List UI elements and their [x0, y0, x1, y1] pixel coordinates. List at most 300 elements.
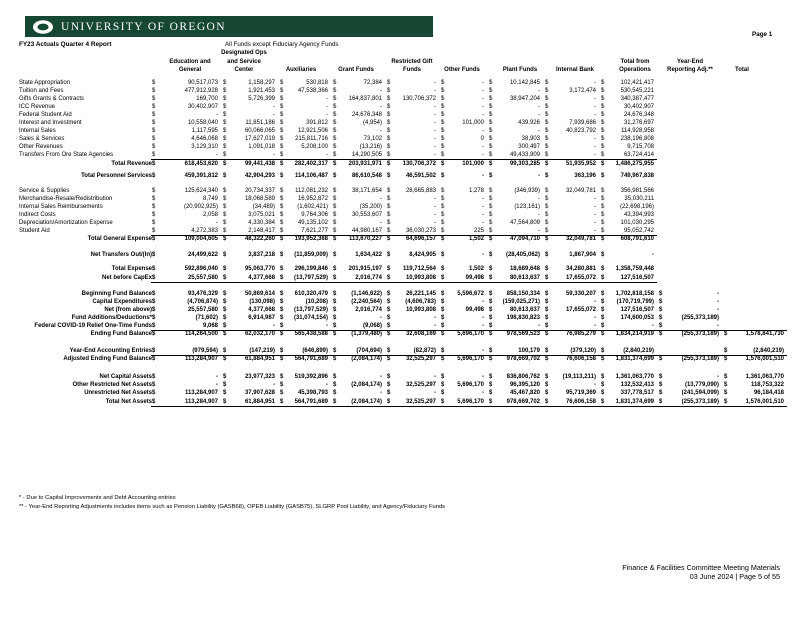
- dollar-sign: $: [223, 291, 227, 297]
- dollar-sign: $: [724, 374, 728, 380]
- dollar-sign: $: [441, 266, 445, 272]
- cell-value: (13,779,090): [684, 382, 719, 388]
- dollar-sign: $: [223, 144, 227, 150]
- dollar-sign: $: [280, 348, 284, 354]
- table-cell: [544, 79, 599, 87]
- table-cell: [222, 103, 278, 111]
- table-cell: [488, 103, 543, 111]
- table-cell: [600, 330, 657, 338]
- table-cell: [151, 355, 221, 363]
- dollar-sign: $: [545, 374, 549, 380]
- cell-value: 95,719,369: [565, 390, 596, 396]
- table-cell: [386, 211, 439, 219]
- cell-value: (2,840,219): [623, 348, 654, 354]
- cell-value: 391,812: [306, 120, 328, 126]
- table-cell: [151, 251, 221, 259]
- cell-value: 203,931,971: [348, 161, 382, 167]
- dollar-sign: $: [601, 128, 605, 134]
- table-cell: [544, 322, 599, 330]
- cell-value: -: [717, 307, 719, 313]
- table-cell: [332, 119, 385, 127]
- dollar-sign: $: [659, 315, 663, 321]
- dollar-sign: $: [441, 112, 445, 118]
- table-cell: [222, 314, 278, 322]
- cell-value: 38,171,654: [351, 188, 382, 194]
- table-cell: [151, 187, 221, 195]
- dollar-sign: $: [489, 323, 493, 329]
- cell-value: -: [538, 212, 540, 218]
- table-cell: [151, 274, 221, 282]
- dollar-sign: $: [152, 144, 156, 150]
- table-cell: [151, 314, 221, 322]
- cell-value: 101,000: [462, 161, 484, 167]
- cell-value: 60,066,065: [244, 128, 275, 134]
- cell-value: (4,606,783): [405, 299, 436, 305]
- cell-value: -: [482, 323, 484, 329]
- table-row: [0, 330, 800, 338]
- dollar-sign: $: [601, 188, 605, 194]
- dollar-sign: $: [223, 236, 227, 242]
- table-cell: [279, 103, 331, 111]
- table-cell: [440, 330, 487, 338]
- cell-value: -: [434, 220, 436, 226]
- cell-value: 76,606,158: [565, 356, 596, 362]
- table-cell: [723, 355, 787, 363]
- dollar-sign: $: [152, 323, 156, 329]
- dollar-sign: $: [724, 399, 728, 405]
- cell-value: 40,823,792: [565, 128, 596, 134]
- table-cell: [544, 373, 599, 381]
- table-cell: [332, 290, 385, 298]
- dollar-sign: $: [152, 188, 156, 194]
- cell-value: -: [434, 196, 436, 202]
- dollar-sign: $: [387, 236, 391, 242]
- row-label: Total Revenue: [111, 161, 152, 167]
- cell-value: -: [434, 204, 436, 210]
- table-cell: [488, 330, 543, 338]
- table-cell: [151, 265, 221, 273]
- table-cell: [488, 274, 543, 282]
- cell-value: 114,264,500: [184, 331, 218, 337]
- table-cell: [600, 227, 657, 235]
- dollar-sign: $: [441, 291, 445, 297]
- cell-value: (2,840,219): [753, 348, 784, 354]
- table-cell: [279, 290, 331, 298]
- table-cell: [440, 398, 487, 406]
- table-cell: [544, 172, 599, 180]
- table-cell: [723, 347, 787, 355]
- cell-value: -: [482, 196, 484, 202]
- cell-value: (255,373,189): [681, 399, 719, 405]
- dollar-sign: $: [441, 390, 445, 396]
- cell-value: -: [538, 228, 540, 234]
- row-label: Unrestricted Net Assets: [84, 390, 152, 396]
- report-scope: All Funds except Fiduciary Agency Funds: [225, 41, 339, 48]
- dollar-sign: $: [441, 374, 445, 380]
- cell-value: 90,517,073: [187, 80, 218, 86]
- cell-value: -: [434, 80, 436, 86]
- cell-value: 30,402,907: [187, 104, 218, 110]
- dollar-sign: $: [387, 348, 391, 354]
- cell-value: -: [434, 315, 436, 321]
- table-cell: [332, 195, 385, 203]
- table-row: [0, 373, 800, 381]
- dollar-sign: $: [387, 220, 391, 226]
- dollar-sign: $: [387, 96, 391, 102]
- table-cell: [600, 87, 657, 95]
- dollar-sign: $: [152, 331, 156, 337]
- table-cell: [332, 172, 385, 180]
- cell-value: 1,361,063,770: [615, 374, 654, 380]
- cell-value: (22,698,196): [619, 204, 654, 210]
- table-cell: [440, 172, 487, 180]
- cell-value: 1,278: [468, 188, 484, 194]
- cell-value: -: [380, 196, 382, 202]
- dollar-sign: $: [387, 390, 391, 396]
- cell-value: 28,665,883: [405, 188, 436, 194]
- cell-value: 61,884,951: [244, 356, 275, 362]
- dollar-sign: $: [489, 152, 493, 158]
- dollar-sign: $: [387, 315, 391, 321]
- cell-value: 10,558,040: [187, 120, 218, 126]
- cell-value: 2,058: [202, 212, 218, 218]
- cell-value: -: [380, 315, 382, 321]
- row-label: Merchandise-Resale/Redistribution: [19, 196, 113, 202]
- cell-value: 4,377,668: [248, 307, 275, 313]
- cell-value: 7,939,686: [569, 120, 596, 126]
- cell-value: -: [482, 299, 484, 305]
- cell-value: 3,172,474: [569, 88, 596, 94]
- dollar-sign: $: [545, 228, 549, 234]
- cell-value: 49,433,909: [509, 152, 540, 158]
- cell-value: 114,106,487: [294, 173, 328, 179]
- table-cell: [600, 211, 657, 219]
- footnote-year-end: ** - Year-End Reporting Adjustments includes items such as Pension Liability (GASB68), OPEB Liability (GASB75), SLGRP Pool Liability, and Agency/Fiduciary Funds: [19, 504, 446, 510]
- table-cell: [544, 398, 599, 406]
- table-cell: [544, 111, 599, 119]
- cell-value: -: [538, 112, 540, 118]
- dollar-sign: $: [545, 399, 549, 405]
- table-cell: [488, 127, 543, 135]
- dollar-sign: $: [387, 374, 391, 380]
- dollar-sign: $: [601, 399, 605, 405]
- table-cell: [544, 160, 599, 168]
- table-cell: [488, 95, 543, 103]
- cell-value: -: [538, 88, 540, 94]
- row-label: Net Capital Assets: [99, 374, 152, 380]
- dollar-sign: $: [601, 80, 605, 86]
- cell-value: 127,516,507: [620, 275, 654, 281]
- dollar-sign: $: [333, 188, 337, 194]
- dollar-sign: $: [545, 80, 549, 86]
- cell-value: 225: [473, 228, 484, 234]
- dollar-sign: $: [601, 212, 605, 218]
- dollar-sign: $: [489, 275, 493, 281]
- dollar-sign: $: [152, 88, 156, 94]
- dollar-sign: $: [333, 323, 337, 329]
- table-cell: [600, 306, 657, 314]
- cell-value: -: [434, 128, 436, 134]
- table-cell: [151, 227, 221, 235]
- table-cell: [544, 330, 599, 338]
- cell-value: 42,904,293: [244, 173, 275, 179]
- cell-value: -: [594, 144, 596, 150]
- table-cell: [279, 322, 331, 330]
- table-cell: [440, 119, 487, 127]
- dollar-sign: $: [489, 161, 493, 167]
- table-cell: [332, 306, 385, 314]
- dollar-sign: $: [441, 348, 445, 354]
- dollar-sign: $: [152, 220, 156, 226]
- dollar-sign: $: [223, 331, 227, 337]
- cell-value: 5,596,672: [457, 291, 484, 297]
- cell-value: 76,606,158: [565, 399, 596, 405]
- cell-value: 2,148,417: [248, 228, 275, 234]
- dollar-sign: $: [601, 220, 605, 226]
- row-label: Federal COVID-19 Relief One-Time Funds: [34, 323, 152, 329]
- table-cell: [332, 373, 385, 381]
- table-cell: [544, 347, 599, 355]
- cell-value: 113,284,907: [184, 356, 218, 362]
- cell-value: (2,084,174): [351, 356, 382, 362]
- table-cell: [386, 389, 439, 397]
- table-cell: [279, 87, 331, 95]
- cell-value: 113,670,227: [348, 236, 382, 242]
- dollar-sign: $: [152, 299, 156, 305]
- table-cell: [488, 151, 543, 159]
- table-cell: [222, 119, 278, 127]
- dollar-sign: $: [333, 315, 337, 321]
- row-label: Gifts Grants & Contracts: [19, 96, 85, 102]
- table-cell: [544, 227, 599, 235]
- table-cell: [279, 79, 331, 87]
- dollar-sign: $: [489, 96, 493, 102]
- cell-value: -: [380, 128, 382, 134]
- footer-committee: Finance & Facilities Committee Meeting Materials: [622, 563, 780, 572]
- table-row: [0, 187, 800, 195]
- table-cell: [600, 111, 657, 119]
- table-cell: [600, 151, 657, 159]
- dollar-sign: $: [223, 315, 227, 321]
- dollar-sign: $: [223, 275, 227, 281]
- table-cell: [488, 187, 543, 195]
- cell-value: (31,074,154): [293, 315, 328, 321]
- column-header-4-l3: Funds: [403, 67, 421, 73]
- dollar-sign: $: [659, 299, 663, 305]
- table-cell: [488, 290, 543, 298]
- dollar-sign: $: [489, 112, 493, 118]
- cell-value: 978,669,702: [506, 399, 540, 405]
- table-cell: [386, 79, 439, 87]
- table-cell: [279, 306, 331, 314]
- table-cell: [488, 347, 543, 355]
- table-cell: [440, 79, 487, 87]
- cell-value: 459,391,812: [184, 173, 218, 179]
- table-cell: [151, 211, 221, 219]
- table-cell: [600, 79, 657, 87]
- table-cell: [279, 119, 331, 127]
- cell-value: -: [216, 152, 218, 158]
- table-cell: [332, 322, 385, 330]
- cell-value: 10,993,808: [405, 275, 436, 281]
- cell-value: 1,831,374,699: [615, 399, 654, 405]
- table-cell: [332, 347, 385, 355]
- row-label: Net (from above): [104, 307, 152, 313]
- cell-value: 530,818: [306, 80, 328, 86]
- dollar-sign: $: [441, 212, 445, 218]
- cell-value: 113,284,907: [184, 399, 218, 405]
- dollar-sign: $: [387, 104, 391, 110]
- cell-value: -: [326, 112, 328, 118]
- table-cell: [279, 151, 331, 159]
- table-cell: [151, 235, 221, 243]
- table-cell: [151, 151, 221, 159]
- dollar-sign: $: [387, 120, 391, 126]
- cell-value: 10,142,845: [509, 80, 540, 86]
- cell-value: -: [326, 104, 328, 110]
- dollar-sign: $: [489, 331, 493, 337]
- table-cell: [222, 373, 278, 381]
- dollar-sign: $: [223, 390, 227, 396]
- cell-value: 32,525,297: [405, 382, 436, 388]
- dollar-sign: $: [601, 88, 605, 94]
- cell-value: 1,158,297: [248, 80, 275, 86]
- dollar-sign: $: [387, 228, 391, 234]
- column-header-1-l3: Center: [234, 67, 254, 73]
- cell-value: 47,564,809: [509, 220, 540, 226]
- cell-value: -: [594, 382, 596, 388]
- dollar-sign: $: [223, 161, 227, 167]
- cell-value: -: [216, 374, 218, 380]
- dollar-sign: $: [223, 399, 227, 405]
- dollar-sign: $: [152, 399, 156, 405]
- table-cell: [544, 211, 599, 219]
- row-label: Depreciation/Amortization Expense: [19, 220, 113, 226]
- dollar-sign: $: [152, 152, 156, 158]
- cell-value: (2,084,174): [351, 399, 382, 405]
- table-cell: [151, 143, 221, 151]
- cell-value: -: [652, 323, 654, 329]
- table-cell: [440, 373, 487, 381]
- table-cell: [386, 219, 439, 227]
- table-cell: [332, 381, 385, 389]
- dollar-sign: $: [601, 112, 605, 118]
- dollar-sign: $: [280, 188, 284, 194]
- cell-value: (379,120): [570, 348, 596, 354]
- dollar-sign: $: [152, 196, 156, 202]
- cell-value: -: [326, 323, 328, 329]
- table-cell: [222, 111, 278, 119]
- table-cell: [544, 381, 599, 389]
- column-header-0-l3: General: [178, 67, 202, 73]
- cell-value: 64,696,157: [405, 236, 436, 242]
- table-cell: [279, 143, 331, 151]
- cell-value: -: [380, 88, 382, 94]
- cell-value: 24,499,622: [187, 252, 218, 258]
- table-cell: [151, 119, 221, 127]
- dollar-sign: $: [387, 173, 391, 179]
- cell-value: 164,837,801: [348, 96, 382, 102]
- table-cell: [544, 314, 599, 322]
- dollar-sign: $: [545, 299, 549, 305]
- table-row: [0, 160, 800, 168]
- dollar-sign: $: [659, 356, 663, 362]
- dollar-sign: $: [441, 188, 445, 194]
- table-row: [0, 381, 800, 389]
- table-cell: [488, 314, 543, 322]
- table-cell: [544, 119, 599, 127]
- dollar-sign: $: [387, 161, 391, 167]
- cell-value: (35,200): [359, 204, 382, 210]
- dollar-sign: $: [489, 236, 493, 242]
- dollar-sign: $: [724, 382, 728, 388]
- cell-value: 858,150,334: [506, 291, 540, 297]
- cell-value: 102,421,417: [620, 80, 654, 86]
- dollar-sign: $: [601, 196, 605, 202]
- dollar-sign: $: [333, 161, 337, 167]
- cell-value: 12,921,506: [297, 128, 328, 134]
- cell-value: 610,320,479: [294, 291, 328, 297]
- footer-page-info: 03 June 2024 | Page 5 of 55: [689, 572, 780, 581]
- dollar-sign: $: [489, 291, 493, 297]
- cell-value: 130,706,372: [402, 96, 436, 102]
- cell-value: -: [380, 104, 382, 110]
- table-row: [0, 119, 800, 127]
- cell-value: -: [482, 252, 484, 258]
- table-cell: [332, 355, 385, 363]
- cell-value: 2,016,774: [355, 307, 382, 313]
- dollar-sign: $: [223, 212, 227, 218]
- dollar-sign: $: [489, 299, 493, 305]
- dollar-sign: $: [280, 252, 284, 258]
- cell-value: 36,030,273: [405, 228, 436, 234]
- cell-value: 119,712,564: [402, 266, 436, 272]
- cell-value: 73,102: [363, 136, 382, 142]
- dollar-sign: $: [601, 228, 605, 234]
- dollar-sign: $: [441, 152, 445, 158]
- dollar-sign: $: [545, 144, 549, 150]
- dollar-sign: $: [333, 390, 337, 396]
- table-cell: [222, 306, 278, 314]
- cell-value: -: [482, 315, 484, 321]
- cell-value: 20,734,337: [244, 188, 275, 194]
- cell-value: -: [434, 390, 436, 396]
- cell-value: -: [380, 220, 382, 226]
- dollar-sign: $: [387, 331, 391, 337]
- cell-value: 51,935,952: [565, 161, 596, 167]
- dollar-sign: $: [601, 323, 605, 329]
- dollar-sign: $: [659, 331, 663, 337]
- cell-value: 112,081,232: [295, 188, 328, 194]
- row-label: Total Personnel Services: [81, 173, 152, 179]
- table-cell: [488, 227, 543, 235]
- dollar-sign: $: [441, 96, 445, 102]
- cell-value: 113,284,907: [184, 390, 218, 396]
- dollar-sign: $: [333, 228, 337, 234]
- cell-value: -: [717, 374, 719, 380]
- cell-value: 439,926: [518, 120, 540, 126]
- cell-value: 96,395,120: [509, 382, 540, 388]
- table-cell: [279, 373, 331, 381]
- row-label: Fund Additions/Deductions*: [71, 315, 152, 321]
- cell-value: -: [482, 128, 484, 134]
- column-header-10-l3: Total: [735, 67, 749, 73]
- row-label: Interest and Investment: [19, 120, 82, 126]
- dollar-sign: $: [601, 136, 605, 142]
- table-row: [0, 355, 800, 363]
- table-cell: [488, 143, 543, 151]
- cell-value: 4,377,668: [248, 275, 275, 281]
